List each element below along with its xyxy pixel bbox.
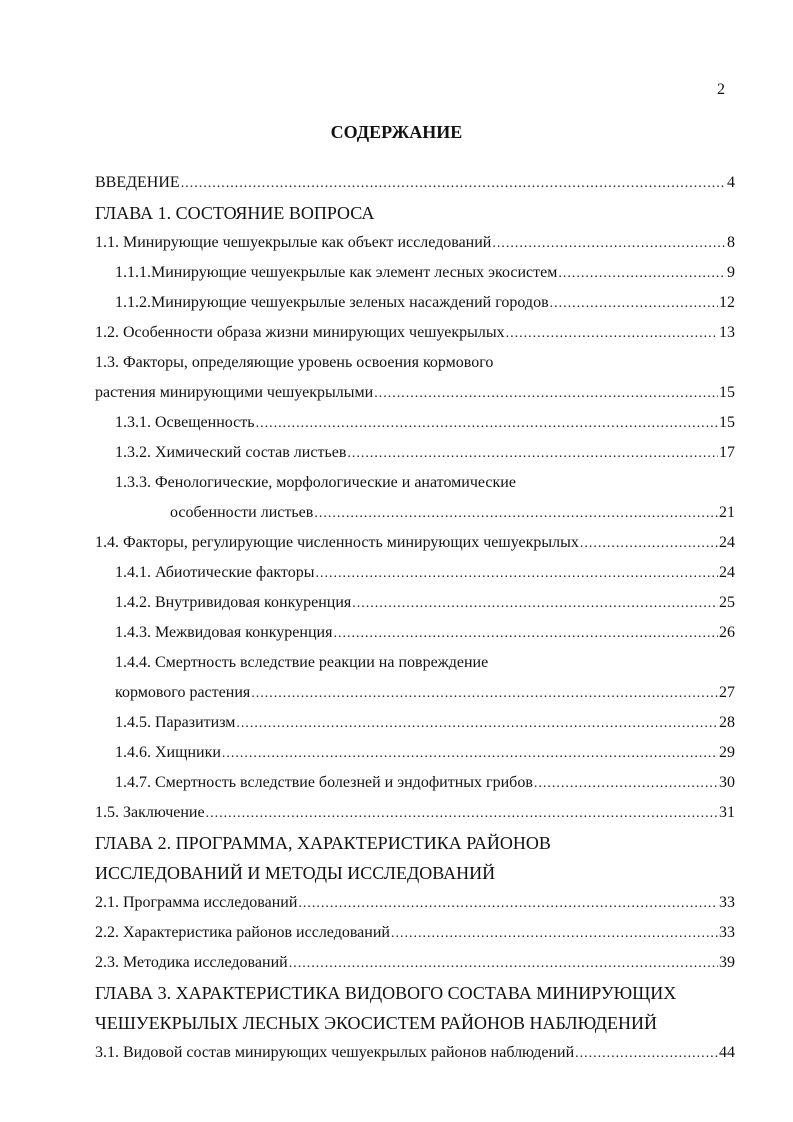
toc-entry-page: 21 (719, 504, 735, 521)
toc-leader-dots (181, 169, 726, 199)
toc-entry[interactable] (95, 948, 735, 978)
toc-leader-dots (333, 619, 718, 649)
toc-leader-dots (236, 709, 718, 739)
toc-entry-text: ГЛАВА 2. ПРОГРАММА, ХАРАКТЕРИСТИКА РАЙОНОВ (95, 833, 551, 853)
toc-entry-text: 1.4.5. Паразитизм (115, 714, 236, 731)
toc-entry-text: 1.4. Факторы, регулирующие численность минирующих чешуекрылых (95, 534, 579, 551)
toc-entry-text: 1.4.4. Смертность вследствие реакции на повреждение (115, 654, 489, 671)
toc-entry-text: растения минирующими чешуекрылыми (95, 384, 374, 401)
toc-entry[interactable] (95, 288, 735, 318)
toc-entry-page: 29 (719, 744, 735, 761)
toc-entry-page: 25 (719, 594, 735, 611)
toc-entry[interactable] (95, 168, 735, 198)
page-number: 2 (717, 81, 725, 98)
toc-leader-dots (374, 379, 718, 409)
toc-entry-text: 3.1. Видовой состав минирующих чешуекрылых районов наблюдений (95, 1044, 575, 1061)
toc-entry-text: кормового растения (115, 684, 251, 701)
toc-entry[interactable] (95, 768, 735, 798)
toc-leader-dots (314, 499, 718, 529)
toc-leader-dots (506, 319, 718, 349)
toc-entry-page: 27 (719, 684, 735, 701)
toc-leader-dots (222, 739, 718, 769)
toc-entry-text: 1.4.6. Хищники (115, 744, 221, 761)
toc-entry-line[interactable] (95, 648, 735, 678)
toc-entry-text: ИССЛЕДОВАНИЙ И МЕТОДЫ ИССЛЕДОВАНИЙ (95, 863, 496, 883)
toc-entry-page: 39 (719, 954, 735, 971)
toc-leader-dots (558, 259, 726, 289)
toc-entry[interactable] (95, 1038, 735, 1068)
toc-entry-text: 1.4.1. Абиотические факторы (115, 564, 315, 581)
toc-entry-text: 1.1. Минирующие чешуекрылые как объект исследований (95, 234, 492, 251)
toc-entry[interactable] (95, 558, 735, 588)
toc-leader-dots (256, 409, 718, 439)
toc-entry[interactable] (95, 918, 735, 948)
toc-entry[interactable] (95, 408, 735, 438)
page-title: СОДЕРЖАНИЕ (330, 122, 463, 142)
toc-chapter-heading[interactable] (95, 198, 735, 228)
toc-entry-text: 1.4.7. Смертность вследствие болезней и эндофитных грибов (115, 774, 533, 791)
toc-entry[interactable] (95, 438, 735, 468)
toc-leader-dots (251, 679, 718, 709)
toc-entry-text: 1.4.2. Внутривидовая конкуренция (115, 594, 352, 611)
toc-entry[interactable] (95, 228, 735, 258)
toc-entry-page: 8 (727, 234, 735, 251)
toc-entry-page: 15 (719, 384, 735, 401)
toc-entry[interactable] (95, 618, 735, 648)
toc-entry-page: 44 (719, 1044, 735, 1061)
toc-leader-dots (298, 889, 718, 919)
toc-entry-text: 1.2. Особенности образа жизни минирующих чешуекрылых (95, 324, 505, 341)
toc-leader-dots (575, 1039, 718, 1069)
toc-leader-dots (580, 529, 718, 559)
toc-entry-page: 33 (719, 894, 735, 911)
toc-entry-text: 1.5. Заключение (95, 804, 205, 821)
toc-entry-line[interactable] (95, 348, 735, 378)
toc-entry-page: 13 (719, 324, 735, 341)
toc-entry-text: 2.3. Методика исследований (95, 954, 288, 971)
toc-entry[interactable] (95, 528, 735, 558)
toc-leader-dots (206, 799, 718, 829)
toc-entry-text: 1.3. Факторы, определяющие уровень освоения кормового (95, 354, 494, 371)
toc-entry-text: 2.2. Характеристика районов исследований (95, 924, 390, 941)
toc-entry-page: 15 (719, 414, 735, 431)
toc-entry-page: 12 (719, 294, 735, 311)
toc-entry-text: ГЛАВА 1. СОСТОЯНИЕ ВОПРОСА (95, 203, 375, 223)
toc-entry-text: 2.1. Программа исследований (95, 894, 298, 911)
toc-leader-dots (391, 919, 718, 949)
toc-entry[interactable] (95, 588, 735, 618)
toc-entry[interactable] (95, 798, 735, 828)
toc-entry[interactable] (95, 708, 735, 738)
toc-chapter-heading[interactable] (95, 828, 735, 858)
toc-chapter-heading[interactable] (95, 858, 735, 888)
toc-entry-page: 28 (719, 714, 735, 731)
toc-chapter-heading[interactable] (95, 1008, 735, 1038)
toc-entry-text: 1.3.2. Химический состав листьев (115, 444, 347, 461)
toc-entry[interactable] (95, 498, 735, 528)
toc-entry-page: 31 (719, 804, 735, 821)
toc-entry-text: ГЛАВА 3. ХАРАКТЕРИСТИКА ВИДОВОГО СОСТАВА МИНИРУЮЩИХ (95, 983, 677, 1003)
toc-leader-dots (550, 289, 718, 319)
toc-entry-text: 1.4.3. Межвидовая конкуренция (115, 624, 333, 641)
toc-entry[interactable] (95, 258, 735, 288)
toc-entry[interactable] (95, 318, 735, 348)
toc-entry-page: 33 (719, 924, 735, 941)
toc-entry-number: 1.1.1. (115, 264, 151, 281)
toc-entry-text: 1.3.1. Освещенность (115, 414, 255, 431)
toc-entry-number: 1.1.2. (115, 294, 151, 311)
toc-chapter-heading[interactable] (95, 978, 735, 1008)
toc-entry[interactable] (95, 678, 735, 708)
toc-entry-page: 4 (727, 174, 735, 191)
toc-leader-dots (289, 949, 718, 979)
toc-leader-dots (315, 559, 718, 589)
toc-entry-text: Минирующие чешуекрылые зеленых насаждений городов (151, 294, 549, 311)
toc-entry[interactable] (95, 378, 735, 408)
toc-entry-page: 17 (719, 444, 735, 461)
toc-leader-dots (347, 439, 718, 469)
toc-entry-page: 24 (719, 564, 735, 581)
toc-entry-page: 9 (727, 264, 735, 281)
toc-entry-text: 1.3.3. Фенологические, морфологические и анатомические (115, 474, 516, 491)
toc-entry-page: 26 (719, 624, 735, 641)
toc-entry-line[interactable] (95, 468, 735, 498)
toc-entry-text: ВВЕДЕНИЕ (95, 174, 180, 191)
toc-entry[interactable] (95, 738, 735, 768)
toc-entry-text: Минирующие чешуекрылые как элемент лесных экосистем (151, 264, 558, 281)
toc-entry-page: 24 (719, 534, 735, 551)
toc-leader-dots (492, 229, 726, 259)
toc-entry-text: особенности листьев (170, 504, 314, 521)
table-of-contents (95, 168, 735, 1068)
toc-leader-dots (534, 769, 718, 799)
toc-entry-page: 30 (719, 774, 735, 791)
toc-entry-text: ЧЕШУЕКРЫЛЫХ ЛЕСНЫХ ЭКОСИСТЕМ РАЙОНОВ НАБЛЮДЕНИЙ (95, 1013, 657, 1033)
toc-entry[interactable] (95, 888, 735, 918)
toc-leader-dots (352, 589, 718, 619)
